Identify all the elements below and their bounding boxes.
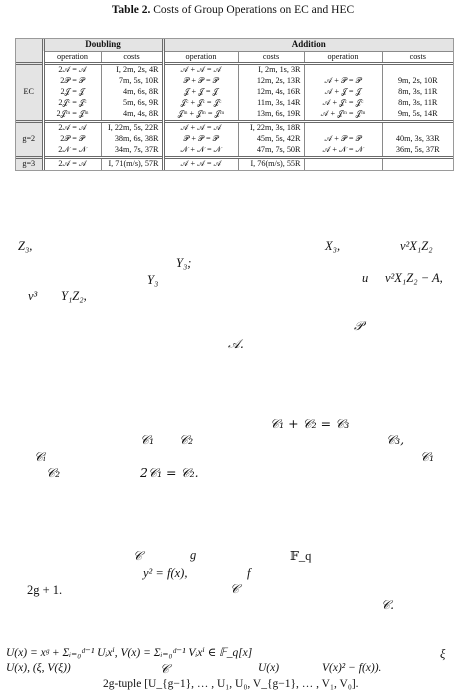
cost-cell: 47m, 7s, 50R	[238, 145, 304, 157]
cost-cell: I, 76(m/s), 55R	[238, 157, 304, 169]
math-c1-plus-c2: 𝒞₁ + 𝒞₂ = 𝒞₃	[270, 416, 350, 431]
cost-cell: 7m, 5s, 10R	[101, 76, 163, 87]
block-label: EC	[16, 64, 43, 122]
operation-cell: 𝒥ᶜ + 𝒥ᶜ = 𝒥ᶜ	[163, 98, 238, 109]
table-row	[16, 109, 453, 121]
math-xi: ξ	[440, 647, 446, 661]
subheader-costs: costs	[382, 51, 453, 64]
math-fq: 𝔽_q	[290, 549, 312, 563]
subheader-costs: costs	[101, 51, 163, 64]
table-row	[16, 121, 453, 133]
subheader-operation: operation	[43, 51, 101, 64]
operation-cell: 2𝒥ᵐ = 𝒥ᵐ	[43, 109, 101, 121]
math-ux-vx-definition: U(x) = xᵍ + Σᵢ₌₀ᵈ⁻¹ Uᵢxⁱ, V(x) = Σᵢ₌₀ᵈ⁻¹ Vᵢxⁱ ∈ 𝔽_q[x]	[6, 647, 253, 659]
cost-cell: 45m, 5s, 42R	[238, 134, 304, 145]
math-c3: 𝒞₃,	[386, 432, 405, 447]
cost-cell: 5m, 6s, 9R	[101, 98, 163, 109]
operation-cell	[304, 64, 382, 76]
table-row	[16, 98, 453, 109]
math-y3-semicolon: Y₃;	[176, 256, 192, 270]
operation-cell: 2𝒜 = 𝒜	[43, 121, 101, 133]
table-row	[16, 64, 453, 76]
cost-cell: 9m, 2s, 10R	[382, 76, 453, 87]
math-calP: 𝒫	[354, 318, 364, 333]
operation-cell: 2𝒫 = 𝒫	[43, 76, 101, 87]
cost-cell: 12m, 2s, 13R	[238, 76, 304, 87]
cost-cell	[382, 121, 453, 133]
group-header-addition: Addition	[163, 39, 453, 51]
math-ci: 𝒞ᵢ	[34, 449, 46, 464]
operation-cell: 𝒩 + 𝒩 = 𝒩	[163, 145, 238, 157]
operation-cell: 𝒜 + 𝒩 = 𝒩	[304, 145, 382, 157]
cost-cell: 8m, 3s, 11R	[382, 98, 453, 109]
cost-cell: I, 22m, 5s, 22R	[101, 121, 163, 133]
math-calC: 𝒞	[230, 581, 240, 596]
cost-cell: 4m, 6s, 8R	[101, 87, 163, 98]
math-v3: v³	[28, 289, 38, 303]
math-2c1-eq-c2: 2𝒞₁ = 𝒞₂.	[140, 465, 199, 480]
cost-cell: 11m, 3s, 14R	[238, 98, 304, 109]
table-row	[16, 134, 453, 145]
math-calA: 𝒜.	[228, 336, 244, 351]
subheader-operation: operation	[163, 51, 238, 64]
operation-cell: 𝒥 + 𝒥 = 𝒥	[163, 87, 238, 98]
table-row	[16, 87, 453, 98]
math-vx2-minus-fx: V(x)² − f(x)).	[322, 662, 382, 674]
math-y3: Y₃	[147, 273, 159, 287]
table-body	[16, 64, 453, 170]
operation-cell: 𝒜 + 𝒫 = 𝒫	[304, 134, 382, 145]
cost-cell: 40m, 3s, 33R	[382, 134, 453, 145]
cost-cell	[382, 157, 453, 169]
table-row	[16, 145, 453, 157]
subheader-costs: costs	[238, 51, 304, 64]
operation-cell: 2𝒩 = 𝒩	[43, 145, 101, 157]
math-calC: 𝒞	[133, 548, 143, 563]
math-x3: X₃,	[325, 239, 341, 253]
cost-cell: I, 22m, 3s, 18R	[238, 121, 304, 133]
operation-cell	[304, 157, 382, 169]
operation-cell: 𝒫 + 𝒫 = 𝒫	[163, 134, 238, 145]
math-c2: 𝒞₂	[179, 432, 194, 447]
cost-cell: 38m, 6s, 38R	[101, 134, 163, 145]
math-v2x1z2: v²X₁Z₂	[400, 239, 433, 253]
cost-cell: 12m, 4s, 16R	[238, 87, 304, 98]
cost-cell: I, 2m, 2s, 4R	[101, 64, 163, 76]
operation-cell: 2𝒥 = 𝒥	[43, 87, 101, 98]
operation-cell	[304, 121, 382, 133]
operation-cell: 2𝒜 = 𝒜	[43, 157, 101, 169]
operation-cell: 𝒥ᵐ + 𝒥ᵐ = 𝒥ᵐ	[163, 109, 238, 121]
table-row	[16, 157, 453, 169]
table-caption-label: Table 2.	[111, 4, 151, 16]
block-label: g=3	[16, 157, 43, 169]
operation-cell: 𝒜 + 𝒜 = 𝒜	[163, 121, 238, 133]
table-caption-text: Costs of Group Operations on EC and HEC	[153, 4, 355, 16]
cost-cell	[382, 64, 453, 76]
operation-cell: 𝒜 + 𝒜 = 𝒜	[163, 157, 238, 169]
group-header-doubling: Doubling	[43, 39, 163, 51]
math-calC: 𝒞	[160, 661, 170, 676]
cost-cell: 8m, 3s, 11R	[382, 87, 453, 98]
cost-cell: I, 2m, 1s, 3R	[238, 64, 304, 76]
cost-cell: 4m, 4s, 8R	[101, 109, 163, 121]
math-f: f	[247, 566, 251, 580]
math-c1: 𝒞₁	[140, 432, 155, 447]
table-row	[16, 76, 453, 87]
subheader-operation: operation	[304, 51, 382, 64]
operation-cell: 𝒜 + 𝒥 = 𝒥	[304, 87, 382, 98]
math-v2x1z2-minus-a: v²X₁Z₂ − A,	[385, 271, 443, 285]
math-g: g	[190, 548, 197, 562]
math-ux-point: U(x), (ξ, V(ξ))	[6, 662, 71, 674]
cost-cell: 13m, 6s, 19R	[238, 109, 304, 121]
math-ux: U(x)	[258, 662, 280, 674]
cost-cell: 36m, 5s, 37R	[382, 145, 453, 157]
costs-table	[15, 38, 454, 171]
math-z3: Z₃,	[18, 239, 33, 253]
operation-cell: 𝒜 + 𝒥ᵐ = 𝒥ᵐ	[304, 109, 382, 121]
math-u: u	[362, 271, 369, 285]
cost-cell: 34m, 7s, 37R	[101, 145, 163, 157]
cost-cell: 9m, 5s, 14R	[382, 109, 453, 121]
operation-cell: 𝒜 + 𝒥ᶜ = 𝒥ᶜ	[304, 98, 382, 109]
operation-cell: 2𝒫 = 𝒫	[43, 134, 101, 145]
math-y2-eq-fx: y² = f(x),	[143, 566, 188, 580]
table-caption	[0, 4, 466, 16]
math-c2: 𝒞₂	[46, 465, 61, 480]
operation-cell: 𝒫 + 𝒫 = 𝒫	[163, 76, 238, 87]
math-2g-tuple: 2g-tuple [U_{g−1}, … , U₁, U₀, V_{g−1}, … , V₁, V₀].	[103, 678, 359, 690]
math-calC-period: 𝒞.	[381, 597, 395, 612]
operation-cell: 𝒜 + 𝒜 = 𝒜	[163, 64, 238, 76]
operation-cell: 𝒜 + 𝒫 = 𝒫	[304, 76, 382, 87]
operation-cell: 2𝒜 = 𝒜	[43, 64, 101, 76]
cost-cell: I, 71(m/s), 57R	[101, 157, 163, 169]
math-c1: 𝒞₁	[420, 449, 435, 464]
math-y1z2: Y₁Z₂,	[61, 289, 87, 303]
block-label: g=2	[16, 121, 43, 157]
math-2g-plus-1: 2g + 1.	[27, 583, 63, 597]
operation-cell: 2𝒥ᶜ = 𝒥ᶜ	[43, 98, 101, 109]
